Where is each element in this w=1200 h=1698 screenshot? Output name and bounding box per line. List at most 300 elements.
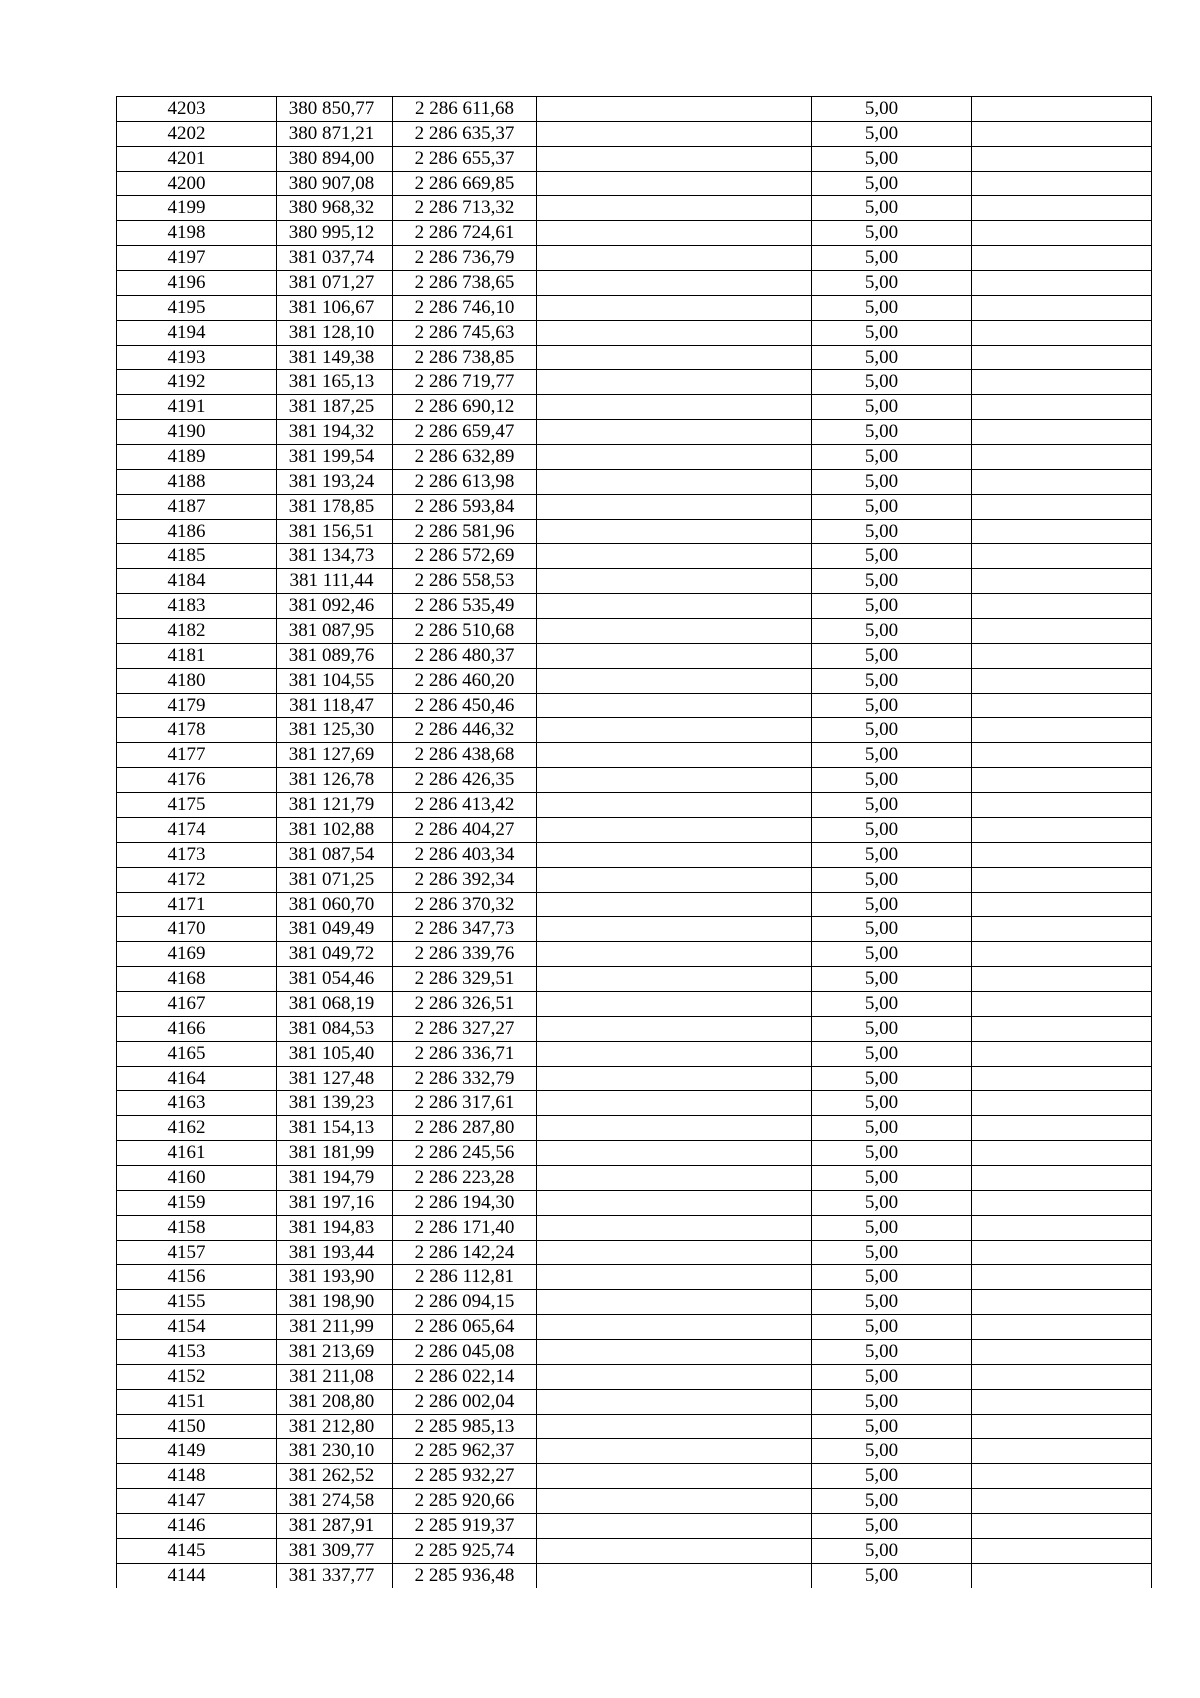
point-number-cell: 4188 (117, 469, 277, 494)
y-coordinate-cell: 2 286 659,47 (393, 420, 537, 445)
empty-cell (537, 1414, 812, 1439)
y-coordinate-cell: 2 286 413,42 (393, 793, 537, 818)
value-cell: 5,00 (812, 395, 972, 420)
y-coordinate-cell: 2 285 932,27 (393, 1464, 537, 1489)
x-coordinate-cell: 381 125,30 (277, 718, 393, 743)
x-coordinate-cell: 381 187,25 (277, 395, 393, 420)
y-coordinate-cell: 2 285 936,48 (393, 1563, 537, 1587)
empty-cell (537, 420, 812, 445)
empty-cell (537, 1091, 812, 1116)
y-coordinate-cell: 2 286 317,61 (393, 1091, 537, 1116)
table-row (117, 171, 1152, 196)
x-coordinate-cell: 381 060,70 (277, 892, 393, 917)
value-cell: 5,00 (812, 892, 972, 917)
empty-cell (537, 1464, 812, 1489)
x-coordinate-cell: 381 071,27 (277, 271, 393, 296)
empty-cell (972, 1315, 1152, 1340)
value-cell: 5,00 (812, 1489, 972, 1514)
empty-cell (537, 942, 812, 967)
empty-cell (972, 619, 1152, 644)
table-row (117, 1538, 1152, 1563)
empty-cell (537, 1066, 812, 1091)
table-row (117, 1066, 1152, 1091)
x-coordinate-cell: 381 194,83 (277, 1215, 393, 1240)
table-body (117, 97, 1152, 1588)
x-coordinate-cell: 381 127,69 (277, 743, 393, 768)
table-row (117, 768, 1152, 793)
table-row (117, 1116, 1152, 1141)
value-cell: 5,00 (812, 370, 972, 395)
empty-cell (537, 1389, 812, 1414)
coordinates-table-container (116, 96, 1151, 1588)
y-coordinate-cell: 2 286 450,46 (393, 693, 537, 718)
x-coordinate-cell: 381 194,32 (277, 420, 393, 445)
empty-cell (972, 917, 1152, 942)
point-number-cell: 4190 (117, 420, 277, 445)
y-coordinate-cell: 2 286 370,32 (393, 892, 537, 917)
empty-cell (537, 519, 812, 544)
point-number-cell: 4169 (117, 942, 277, 967)
empty-cell (537, 991, 812, 1016)
table-row (117, 1290, 1152, 1315)
empty-cell (537, 594, 812, 619)
table-row (117, 494, 1152, 519)
table-row (117, 1016, 1152, 1041)
table-row (117, 967, 1152, 992)
x-coordinate-cell: 381 193,44 (277, 1240, 393, 1265)
point-number-cell: 4153 (117, 1339, 277, 1364)
y-coordinate-cell: 2 286 438,68 (393, 743, 537, 768)
table-row (117, 594, 1152, 619)
empty-cell (537, 221, 812, 246)
x-coordinate-cell: 381 071,25 (277, 867, 393, 892)
x-coordinate-cell: 381 197,16 (277, 1190, 393, 1215)
value-cell: 5,00 (812, 643, 972, 668)
point-number-cell: 4192 (117, 370, 277, 395)
point-number-cell: 4174 (117, 817, 277, 842)
point-number-cell: 4170 (117, 917, 277, 942)
table-row (117, 1265, 1152, 1290)
x-coordinate-cell: 380 850,77 (277, 97, 393, 122)
value-cell: 5,00 (812, 121, 972, 146)
table-row (117, 320, 1152, 345)
point-number-cell: 4201 (117, 146, 277, 171)
empty-cell (972, 1116, 1152, 1141)
x-coordinate-cell: 381 106,67 (277, 295, 393, 320)
value-cell: 5,00 (812, 295, 972, 320)
empty-cell (972, 1165, 1152, 1190)
empty-cell (537, 1041, 812, 1066)
x-coordinate-cell: 381 084,53 (277, 1016, 393, 1041)
empty-cell (972, 519, 1152, 544)
table-row (117, 1513, 1152, 1538)
value-cell: 5,00 (812, 1116, 972, 1141)
point-number-cell: 4150 (117, 1414, 277, 1439)
empty-cell (537, 1315, 812, 1340)
empty-cell (972, 445, 1152, 470)
empty-cell (972, 693, 1152, 718)
empty-cell (972, 1091, 1152, 1116)
x-coordinate-cell: 381 068,19 (277, 991, 393, 1016)
empty-cell (537, 743, 812, 768)
value-cell: 5,00 (812, 1513, 972, 1538)
empty-cell (537, 494, 812, 519)
point-number-cell: 4172 (117, 867, 277, 892)
point-number-cell: 4155 (117, 1290, 277, 1315)
empty-cell (537, 668, 812, 693)
y-coordinate-cell: 2 285 920,66 (393, 1489, 537, 1514)
value-cell: 5,00 (812, 519, 972, 544)
x-coordinate-cell: 381 274,58 (277, 1489, 393, 1514)
x-coordinate-cell: 381 181,99 (277, 1141, 393, 1166)
table-row (117, 619, 1152, 644)
point-number-cell: 4191 (117, 395, 277, 420)
y-coordinate-cell: 2 286 736,79 (393, 246, 537, 271)
y-coordinate-cell: 2 286 403,34 (393, 842, 537, 867)
empty-cell (537, 544, 812, 569)
empty-cell (537, 1563, 812, 1587)
point-number-cell: 4189 (117, 445, 277, 470)
point-number-cell: 4183 (117, 594, 277, 619)
y-coordinate-cell: 2 286 329,51 (393, 967, 537, 992)
table-row (117, 693, 1152, 718)
x-coordinate-cell: 380 995,12 (277, 221, 393, 246)
empty-cell (537, 1265, 812, 1290)
empty-cell (537, 619, 812, 644)
empty-cell (537, 121, 812, 146)
table-row (117, 97, 1152, 122)
y-coordinate-cell: 2 286 611,68 (393, 97, 537, 122)
x-coordinate-cell: 381 087,95 (277, 619, 393, 644)
x-coordinate-cell: 380 894,00 (277, 146, 393, 171)
x-coordinate-cell: 381 037,74 (277, 246, 393, 271)
x-coordinate-cell: 381 054,46 (277, 967, 393, 992)
y-coordinate-cell: 2 286 426,35 (393, 768, 537, 793)
point-number-cell: 4177 (117, 743, 277, 768)
y-coordinate-cell: 2 286 535,49 (393, 594, 537, 619)
empty-cell (537, 271, 812, 296)
empty-cell (972, 1364, 1152, 1389)
point-number-cell: 4202 (117, 121, 277, 146)
x-coordinate-cell: 381 049,72 (277, 942, 393, 967)
empty-cell (972, 345, 1152, 370)
table-row (117, 519, 1152, 544)
point-number-cell: 4166 (117, 1016, 277, 1041)
empty-cell (972, 1389, 1152, 1414)
table-row (117, 991, 1152, 1016)
point-number-cell: 4193 (117, 345, 277, 370)
empty-cell (537, 295, 812, 320)
empty-cell (537, 1290, 812, 1315)
empty-cell (537, 718, 812, 743)
empty-cell (972, 1464, 1152, 1489)
empty-cell (972, 370, 1152, 395)
empty-cell (537, 320, 812, 345)
y-coordinate-cell: 2 286 669,85 (393, 171, 537, 196)
point-number-cell: 4165 (117, 1041, 277, 1066)
empty-cell (537, 1489, 812, 1514)
value-cell: 5,00 (812, 146, 972, 171)
table-row (117, 469, 1152, 494)
y-coordinate-cell: 2 286 287,80 (393, 1116, 537, 1141)
value-cell: 5,00 (812, 246, 972, 271)
table-row (117, 196, 1152, 221)
empty-cell (972, 743, 1152, 768)
table-row (117, 668, 1152, 693)
value-cell: 5,00 (812, 1538, 972, 1563)
empty-cell (972, 469, 1152, 494)
table-row (117, 817, 1152, 842)
y-coordinate-cell: 2 286 613,98 (393, 469, 537, 494)
x-coordinate-cell: 381 111,44 (277, 569, 393, 594)
value-cell: 5,00 (812, 917, 972, 942)
point-number-cell: 4203 (117, 97, 277, 122)
y-coordinate-cell: 2 286 724,61 (393, 221, 537, 246)
y-coordinate-cell: 2 286 655,37 (393, 146, 537, 171)
x-coordinate-cell: 381 134,73 (277, 544, 393, 569)
x-coordinate-cell: 380 907,08 (277, 171, 393, 196)
empty-cell (972, 569, 1152, 594)
y-coordinate-cell: 2 286 572,69 (393, 544, 537, 569)
value-cell: 5,00 (812, 1066, 972, 1091)
table-row (117, 1464, 1152, 1489)
y-coordinate-cell: 2 286 581,96 (393, 519, 537, 544)
value-cell: 5,00 (812, 967, 972, 992)
empty-cell (972, 494, 1152, 519)
y-coordinate-cell: 2 286 326,51 (393, 991, 537, 1016)
point-number-cell: 4184 (117, 569, 277, 594)
value-cell: 5,00 (812, 271, 972, 296)
y-coordinate-cell: 2 286 194,30 (393, 1190, 537, 1215)
empty-cell (972, 867, 1152, 892)
x-coordinate-cell: 381 208,80 (277, 1389, 393, 1414)
table-row (117, 867, 1152, 892)
table-row (117, 420, 1152, 445)
y-coordinate-cell: 2 286 713,32 (393, 196, 537, 221)
point-number-cell: 4182 (117, 619, 277, 644)
value-cell: 5,00 (812, 867, 972, 892)
x-coordinate-cell: 381 089,76 (277, 643, 393, 668)
value-cell: 5,00 (812, 196, 972, 221)
x-coordinate-cell: 381 309,77 (277, 1538, 393, 1563)
empty-cell (972, 1489, 1152, 1514)
y-coordinate-cell: 2 286 558,53 (393, 569, 537, 594)
y-coordinate-cell: 2 286 480,37 (393, 643, 537, 668)
empty-cell (972, 320, 1152, 345)
y-coordinate-cell: 2 286 404,27 (393, 817, 537, 842)
point-number-cell: 4157 (117, 1240, 277, 1265)
y-coordinate-cell: 2 286 738,85 (393, 345, 537, 370)
value-cell: 5,00 (812, 1265, 972, 1290)
value-cell: 5,00 (812, 544, 972, 569)
table-row (117, 942, 1152, 967)
point-number-cell: 4176 (117, 768, 277, 793)
value-cell: 5,00 (812, 1165, 972, 1190)
x-coordinate-cell: 380 968,32 (277, 196, 393, 221)
point-number-cell: 4194 (117, 320, 277, 345)
empty-cell (537, 370, 812, 395)
y-coordinate-cell: 2 286 245,56 (393, 1141, 537, 1166)
table-row (117, 1165, 1152, 1190)
value-cell: 5,00 (812, 171, 972, 196)
x-coordinate-cell: 381 121,79 (277, 793, 393, 818)
y-coordinate-cell: 2 286 339,76 (393, 942, 537, 967)
point-number-cell: 4196 (117, 271, 277, 296)
empty-cell (972, 97, 1152, 122)
empty-cell (972, 817, 1152, 842)
empty-cell (972, 1041, 1152, 1066)
x-coordinate-cell: 381 211,99 (277, 1315, 393, 1340)
table-row (117, 146, 1152, 171)
y-coordinate-cell: 2 286 745,63 (393, 320, 537, 345)
table-row (117, 345, 1152, 370)
value-cell: 5,00 (812, 1339, 972, 1364)
empty-cell (537, 967, 812, 992)
value-cell: 5,00 (812, 1215, 972, 1240)
point-number-cell: 4178 (117, 718, 277, 743)
empty-cell (537, 768, 812, 793)
value-cell: 5,00 (812, 942, 972, 967)
point-number-cell: 4144 (117, 1563, 277, 1587)
x-coordinate-cell: 381 127,48 (277, 1066, 393, 1091)
value-cell: 5,00 (812, 494, 972, 519)
table-row (117, 121, 1152, 146)
empty-cell (972, 1339, 1152, 1364)
x-coordinate-cell: 381 104,55 (277, 668, 393, 693)
value-cell: 5,00 (812, 668, 972, 693)
point-number-cell: 4185 (117, 544, 277, 569)
empty-cell (972, 1290, 1152, 1315)
y-coordinate-cell: 2 286 738,65 (393, 271, 537, 296)
table-row (117, 246, 1152, 271)
table-row (117, 643, 1152, 668)
x-coordinate-cell: 381 211,08 (277, 1364, 393, 1389)
value-cell: 5,00 (812, 1389, 972, 1414)
x-coordinate-cell: 381 287,91 (277, 1513, 393, 1538)
table-row (117, 445, 1152, 470)
point-number-cell: 4148 (117, 1464, 277, 1489)
value-cell: 5,00 (812, 743, 972, 768)
empty-cell (537, 1240, 812, 1265)
point-number-cell: 4198 (117, 221, 277, 246)
x-coordinate-cell: 381 126,78 (277, 768, 393, 793)
x-coordinate-cell: 381 105,40 (277, 1041, 393, 1066)
x-coordinate-cell: 381 193,24 (277, 469, 393, 494)
point-number-cell: 4156 (117, 1265, 277, 1290)
x-coordinate-cell: 380 871,21 (277, 121, 393, 146)
y-coordinate-cell: 2 286 719,77 (393, 370, 537, 395)
point-number-cell: 4151 (117, 1389, 277, 1414)
empty-cell (537, 1016, 812, 1041)
x-coordinate-cell: 381 337,77 (277, 1563, 393, 1587)
x-coordinate-cell: 381 049,49 (277, 917, 393, 942)
y-coordinate-cell: 2 286 094,15 (393, 1290, 537, 1315)
point-number-cell: 4145 (117, 1538, 277, 1563)
table-row (117, 793, 1152, 818)
empty-cell (537, 1165, 812, 1190)
point-number-cell: 4162 (117, 1116, 277, 1141)
point-number-cell: 4175 (117, 793, 277, 818)
empty-cell (537, 1538, 812, 1563)
y-coordinate-cell: 2 285 985,13 (393, 1414, 537, 1439)
empty-cell (537, 1116, 812, 1141)
point-number-cell: 4179 (117, 693, 277, 718)
x-coordinate-cell: 381 102,88 (277, 817, 393, 842)
point-number-cell: 4149 (117, 1439, 277, 1464)
y-coordinate-cell: 2 286 045,08 (393, 1339, 537, 1364)
point-number-cell: 4181 (117, 643, 277, 668)
empty-cell (972, 1240, 1152, 1265)
empty-cell (537, 793, 812, 818)
empty-cell (537, 1190, 812, 1215)
value-cell: 5,00 (812, 97, 972, 122)
empty-cell (537, 1439, 812, 1464)
empty-cell (972, 544, 1152, 569)
table-row (117, 221, 1152, 246)
x-coordinate-cell: 381 262,52 (277, 1464, 393, 1489)
empty-cell (972, 1141, 1152, 1166)
value-cell: 5,00 (812, 1464, 972, 1489)
value-cell: 5,00 (812, 1290, 972, 1315)
value-cell: 5,00 (812, 768, 972, 793)
table-row (117, 917, 1152, 942)
table-row (117, 544, 1152, 569)
coordinates-table (116, 96, 1152, 1588)
empty-cell (537, 246, 812, 271)
x-coordinate-cell: 381 194,79 (277, 1165, 393, 1190)
table-row (117, 842, 1152, 867)
y-coordinate-cell: 2 286 593,84 (393, 494, 537, 519)
empty-cell (537, 445, 812, 470)
y-coordinate-cell: 2 286 392,34 (393, 867, 537, 892)
empty-cell (537, 1339, 812, 1364)
empty-cell (972, 146, 1152, 171)
point-number-cell: 4167 (117, 991, 277, 1016)
point-number-cell: 4146 (117, 1513, 277, 1538)
empty-cell (537, 917, 812, 942)
value-cell: 5,00 (812, 1190, 972, 1215)
x-coordinate-cell: 381 092,46 (277, 594, 393, 619)
empty-cell (537, 569, 812, 594)
point-number-cell: 4154 (117, 1315, 277, 1340)
x-coordinate-cell: 381 118,47 (277, 693, 393, 718)
empty-cell (537, 892, 812, 917)
value-cell: 5,00 (812, 221, 972, 246)
table-row (117, 1240, 1152, 1265)
point-number-cell: 4163 (117, 1091, 277, 1116)
table-row (117, 1091, 1152, 1116)
x-coordinate-cell: 381 165,13 (277, 370, 393, 395)
y-coordinate-cell: 2 285 919,37 (393, 1513, 537, 1538)
x-coordinate-cell: 381 149,38 (277, 345, 393, 370)
point-number-cell: 4180 (117, 668, 277, 693)
empty-cell (972, 271, 1152, 296)
empty-cell (972, 1066, 1152, 1091)
y-coordinate-cell: 2 286 142,24 (393, 1240, 537, 1265)
x-coordinate-cell: 381 139,23 (277, 1091, 393, 1116)
value-cell: 5,00 (812, 594, 972, 619)
table-row (117, 743, 1152, 768)
table-row (117, 1439, 1152, 1464)
value-cell: 5,00 (812, 420, 972, 445)
point-number-cell: 4199 (117, 196, 277, 221)
point-number-cell: 4200 (117, 171, 277, 196)
empty-cell (972, 892, 1152, 917)
table-row (117, 1215, 1152, 1240)
point-number-cell: 4168 (117, 967, 277, 992)
table-row (117, 271, 1152, 296)
y-coordinate-cell: 2 286 510,68 (393, 619, 537, 644)
